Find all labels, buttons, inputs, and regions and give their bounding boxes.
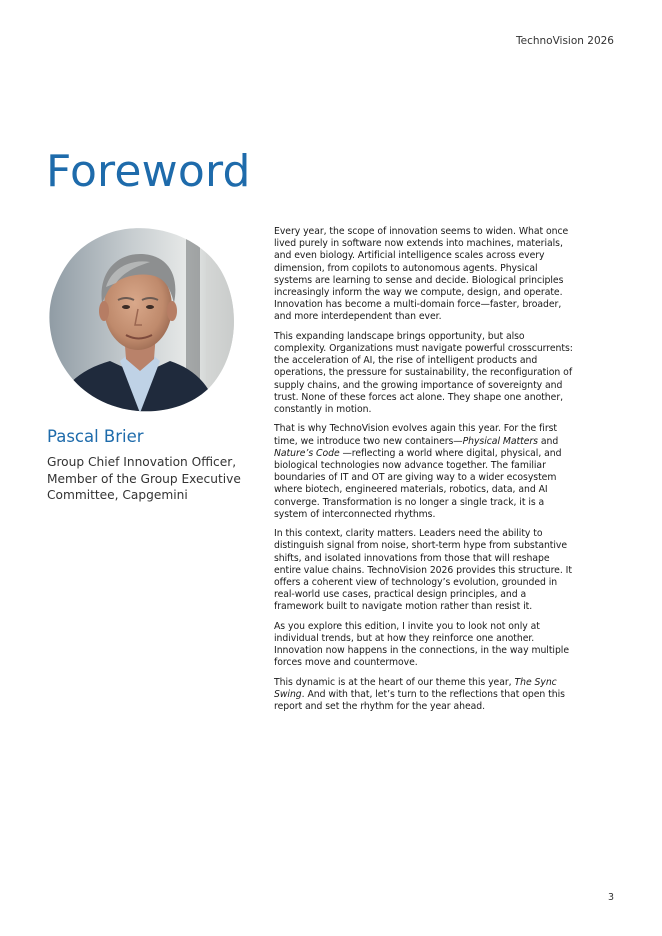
author-name: Pascal Brier [47, 427, 144, 446]
paragraph: This expanding landscape brings opportunity, but also complexity. Organizations must navigate powerful crosscurrents: the acceleration of AI, the rise of intelligent products and operations, the pressure for sustainability, the reconfiguration of supply chains, and the growing importance of sovereignty and trust. None of these forces act alone. They shape one another, constantly in motion. [274, 330, 573, 416]
paragraph-text: That is why TechnoVision evolves again this year. For the first time, we introduce two new containers— [274, 423, 557, 447]
paragraph [274, 423, 574, 521]
paragraph [274, 677, 574, 714]
paragraph: Every year, the scope of innovation seems to widen. What once lived purely in software now extends into machines, materials, and even biology. Artificial intelligence scales across every dimension, from copilots to autonomous agents. Physical systems are learning to sense and decide. Biological principles increasingly inform the way we compute, design, and operate. Innovation has become a multi-domain force—faster, broader, and more interdependent than ever. [274, 226, 569, 323]
page-title: Foreword [46, 146, 251, 197]
paragraph-text: . And with that, let’s turn to the reflections that open this report and set the rhythm for the year ahead. [274, 689, 565, 713]
paragraph-text: This dynamic is at the heart of our theme this year, [274, 676, 515, 688]
author-portrait [46, 225, 236, 415]
foreword-body [274, 226, 574, 721]
paragraph: In this context, clarity matters. Leaders need the ability to distinguish signal from noise, short-term hype from substantive shifts, and isolated innovations from those that will reshape entire value chains. TechnoVision 2026 provides this structure. It offers a coherent view of technology’s evolution, grounded in real-world use cases, practical design principles, and a framework built to navigate motion rather than resist it. [274, 528, 572, 613]
paragraph-text: —reflecting a world where digital, physical, and biological technologies now advance together. The familiar boundaries of IT and OT are giving way to a wider ecosystem where biotech, engineered materials, robotics, data, and AI converge. Transformation is no longer a single track, it is a system of interconnected rhythms. [274, 447, 562, 520]
container-name-natures-code: Nature’s Code [274, 447, 340, 459]
running-header: TechnoVision 2026 [516, 35, 614, 47]
page-number: 3 [607, 892, 614, 903]
container-name-physical-matters: Physical Matters [462, 435, 538, 447]
theme-name: The Sync Swing [274, 676, 557, 701]
paragraph: As you explore this edition, I invite you to look not only at individual trends, but at how they reinforce one another. Innovation now happens in the connections, in the way multiple forces move and countermove. [274, 620, 570, 669]
paragraph-text: and [537, 435, 559, 447]
author-role: Group Chief Innovation Officer, Member of the Group Executive Committee, Capgemini [47, 455, 241, 503]
